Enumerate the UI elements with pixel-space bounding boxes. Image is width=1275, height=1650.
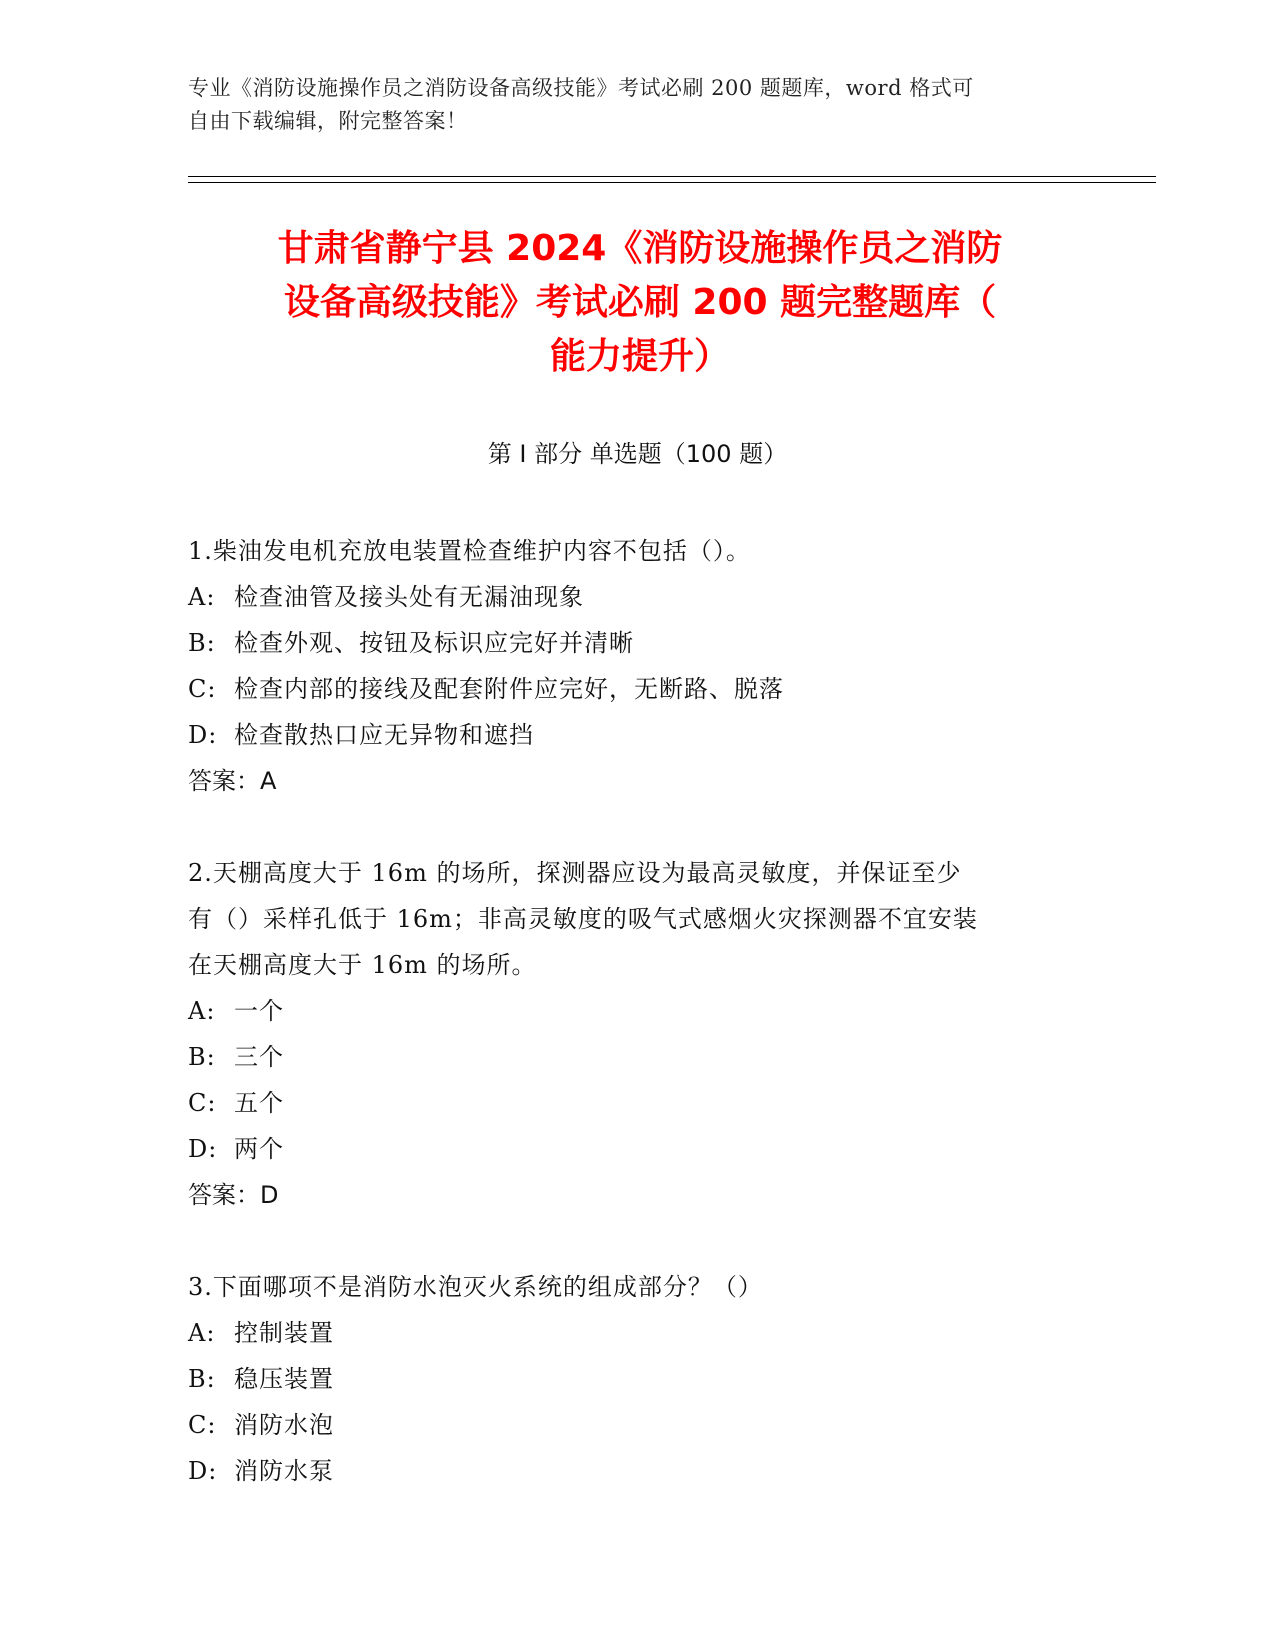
option-text: 消防水泵 (234, 1457, 334, 1485)
question-stem: 2.天棚高度大于 16m 的场所，探测器应设为最高灵敏度，并保证至少 (188, 859, 962, 887)
option-letter: D: (188, 1457, 218, 1485)
option-text: 检查内部的接线及配套附件应完好，无断路、脱落 (234, 675, 784, 703)
document-title (180, 222, 1100, 384)
question-option (188, 1034, 1088, 1080)
question-stem: 1.柴油发电机充放电装置检查维护内容不包括（）。 (188, 537, 751, 565)
option-text: 检查散热口应无异物和遮挡 (234, 721, 534, 749)
option-text: 一个 (234, 997, 284, 1025)
section-heading: 第 I 部分 单选题（100 题） (487, 440, 788, 468)
option-letter: B: (188, 1365, 216, 1393)
question-item (188, 1264, 1088, 1494)
question-option (188, 574, 1088, 620)
question-item (188, 528, 1088, 804)
option-text: 消防水泡 (234, 1411, 334, 1439)
question-option (188, 712, 1088, 758)
option-letter: A: (188, 1319, 216, 1347)
option-letter: D: (188, 721, 218, 749)
option-text: 五个 (234, 1089, 284, 1117)
answer-line: 答案：D (188, 1181, 279, 1209)
question-option (188, 1080, 1088, 1126)
option-letter: B: (188, 629, 216, 657)
option-letter: A: (188, 997, 216, 1025)
option-text: 检查油管及接头处有无漏油现象 (234, 583, 584, 611)
question-option (188, 1448, 1088, 1494)
question-stem: 3.下面哪项不是消防水泡灭火系统的组成部分？（） (188, 1273, 763, 1301)
question-option (188, 620, 1088, 666)
option-letter: C: (188, 1411, 217, 1439)
header-divider-bottom (188, 182, 1156, 183)
document-title-line: 设备高级技能》考试必刷 200 题完整题库（ (283, 282, 997, 323)
option-text: 三个 (234, 1043, 284, 1071)
document-title-line: 能力提升） (549, 336, 730, 377)
question-item (188, 850, 1088, 1218)
question-stem: 在天棚高度大于 16m 的场所。 (188, 951, 537, 979)
option-letter: B: (188, 1043, 216, 1071)
option-letter: A: (188, 583, 216, 611)
question-list (188, 528, 1088, 1540)
header-divider-top (188, 176, 1156, 177)
header-note-line: 自由下载编辑，附完整答案！ (188, 109, 468, 133)
answer-line: 答案：A (188, 767, 277, 795)
question-option (188, 1356, 1088, 1402)
document-title-line: 甘肃省静宁县 2024《消防设施操作员之消防 (277, 228, 1003, 269)
question-option (188, 1126, 1088, 1172)
question-option (188, 1310, 1088, 1356)
question-option (188, 1402, 1088, 1448)
header-note (188, 72, 1068, 138)
question-option (188, 988, 1088, 1034)
option-letter: D: (188, 1135, 218, 1163)
option-text: 检查外观、按钮及标识应完好并清晰 (234, 629, 634, 657)
question-option (188, 666, 1088, 712)
option-letter: C: (188, 1089, 217, 1117)
question-stem: 有（）采样孔低于 16m；非高灵敏度的吸气式感烟火灾探测器不宜安装 (188, 905, 978, 933)
option-text: 稳压装置 (234, 1365, 334, 1393)
option-text: 两个 (234, 1135, 284, 1163)
header-note-line: 专业《消防设施操作员之消防设备高级技能》考试必刷 200 题题库，word 格式可 (188, 76, 974, 100)
option-text: 控制装置 (234, 1319, 334, 1347)
option-letter: C: (188, 675, 217, 703)
